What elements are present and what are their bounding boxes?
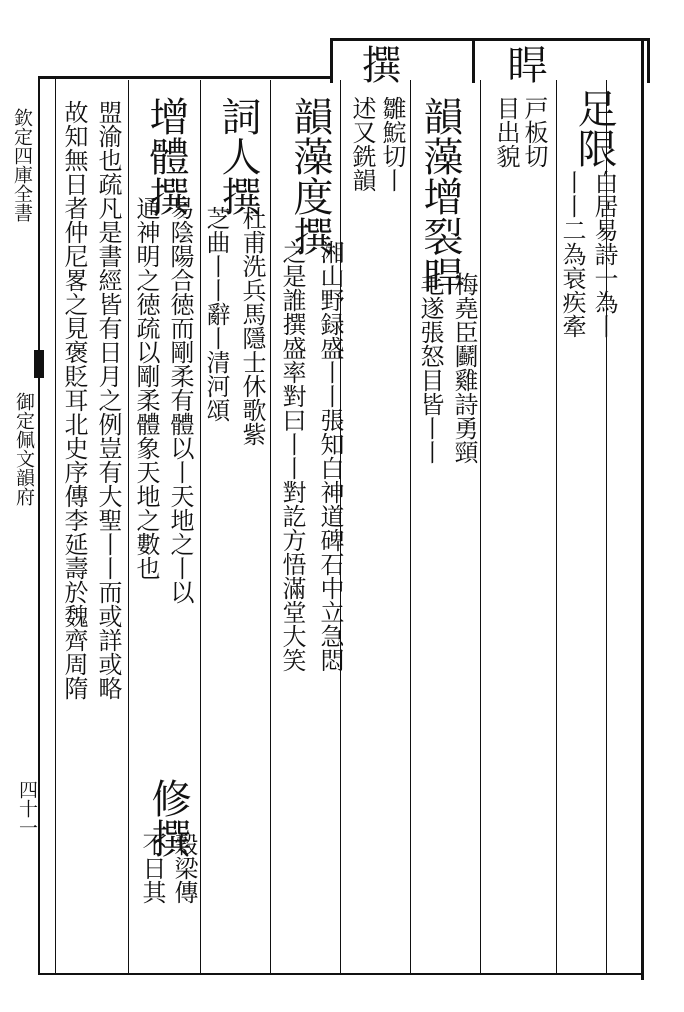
definition-note: 目出貌 (492, 96, 520, 168)
column-rule (200, 80, 201, 973)
citation-text: 梅堯臣鬬雞詩勇頸 (450, 272, 478, 464)
citation-text: 盟渝也疏凡是書經皆有日月之例豈有大聖丨丨而或詳或略 (94, 100, 122, 700)
margin-black-block (34, 350, 44, 378)
frame-bottom-rule (40, 973, 644, 975)
citation-text: 湘山野録盛丨丨張知白神道碑石中立急悶 (316, 240, 344, 672)
citation-text: 白居易詩一為丨 (590, 170, 618, 338)
frame-right-border (641, 40, 644, 980)
citation-text: 之是誰撰盛率對曰丨丨對訖方悟滿堂大笑 (278, 240, 306, 672)
pronunciation-note: 戸板切 (520, 96, 548, 168)
citation-text: 故知無日者仲尼畧之見褒貶耳北史序傳李延壽於魏齊周隋 (60, 100, 88, 700)
frame-top-rule (40, 76, 330, 79)
definition-note: 述又銑韻 (348, 96, 376, 192)
running-head: 欽定四庫全書 (11, 108, 33, 222)
page-number: 四十一 (16, 780, 38, 837)
frame-inner-left-rule (55, 76, 56, 975)
section-heading: 增體撰 (143, 96, 189, 216)
column-rule (128, 80, 129, 973)
citation-text: 不日其 (138, 832, 166, 904)
citation-text: 丨丨二為衰疾牽 (558, 170, 586, 338)
heading-tab-right (472, 38, 650, 83)
character-head: 撰 (355, 44, 401, 84)
heading-tab-left (330, 38, 476, 83)
citation-text: 芝曲丨丨辭丨清河頌 (202, 206, 230, 422)
section-heading: 詞人撰 (215, 96, 261, 216)
section-heading: 韻藻增裂睅 (417, 96, 463, 296)
column-rule (556, 80, 557, 973)
citation-text: 毛遂張怒目皆丨丨 (416, 272, 444, 464)
citation-text: 杜甫洗兵馬隱士休歌紫 (238, 206, 266, 446)
section-heading: 韻藻度撰 (287, 96, 333, 256)
citation-text: 通神明之徳疏以剛柔體象天地之數也 (132, 196, 160, 580)
column-rule (480, 80, 481, 973)
citation-text: 穀梁傳 (170, 832, 198, 904)
column-rule (410, 80, 411, 973)
book-title: 御定佩文韻府 (13, 392, 35, 506)
section-heading: 修撰 (145, 778, 191, 858)
column-rule (270, 80, 271, 973)
character-head: 睅 (501, 44, 547, 84)
pronunciation-note: 雛鯇切丨 (378, 96, 406, 192)
entry-headword: 足限 (571, 88, 617, 168)
citation-text: 易陰陽合徳而剛柔有體以丨天地之丨以 (166, 196, 194, 604)
frame-left-border (38, 76, 40, 975)
